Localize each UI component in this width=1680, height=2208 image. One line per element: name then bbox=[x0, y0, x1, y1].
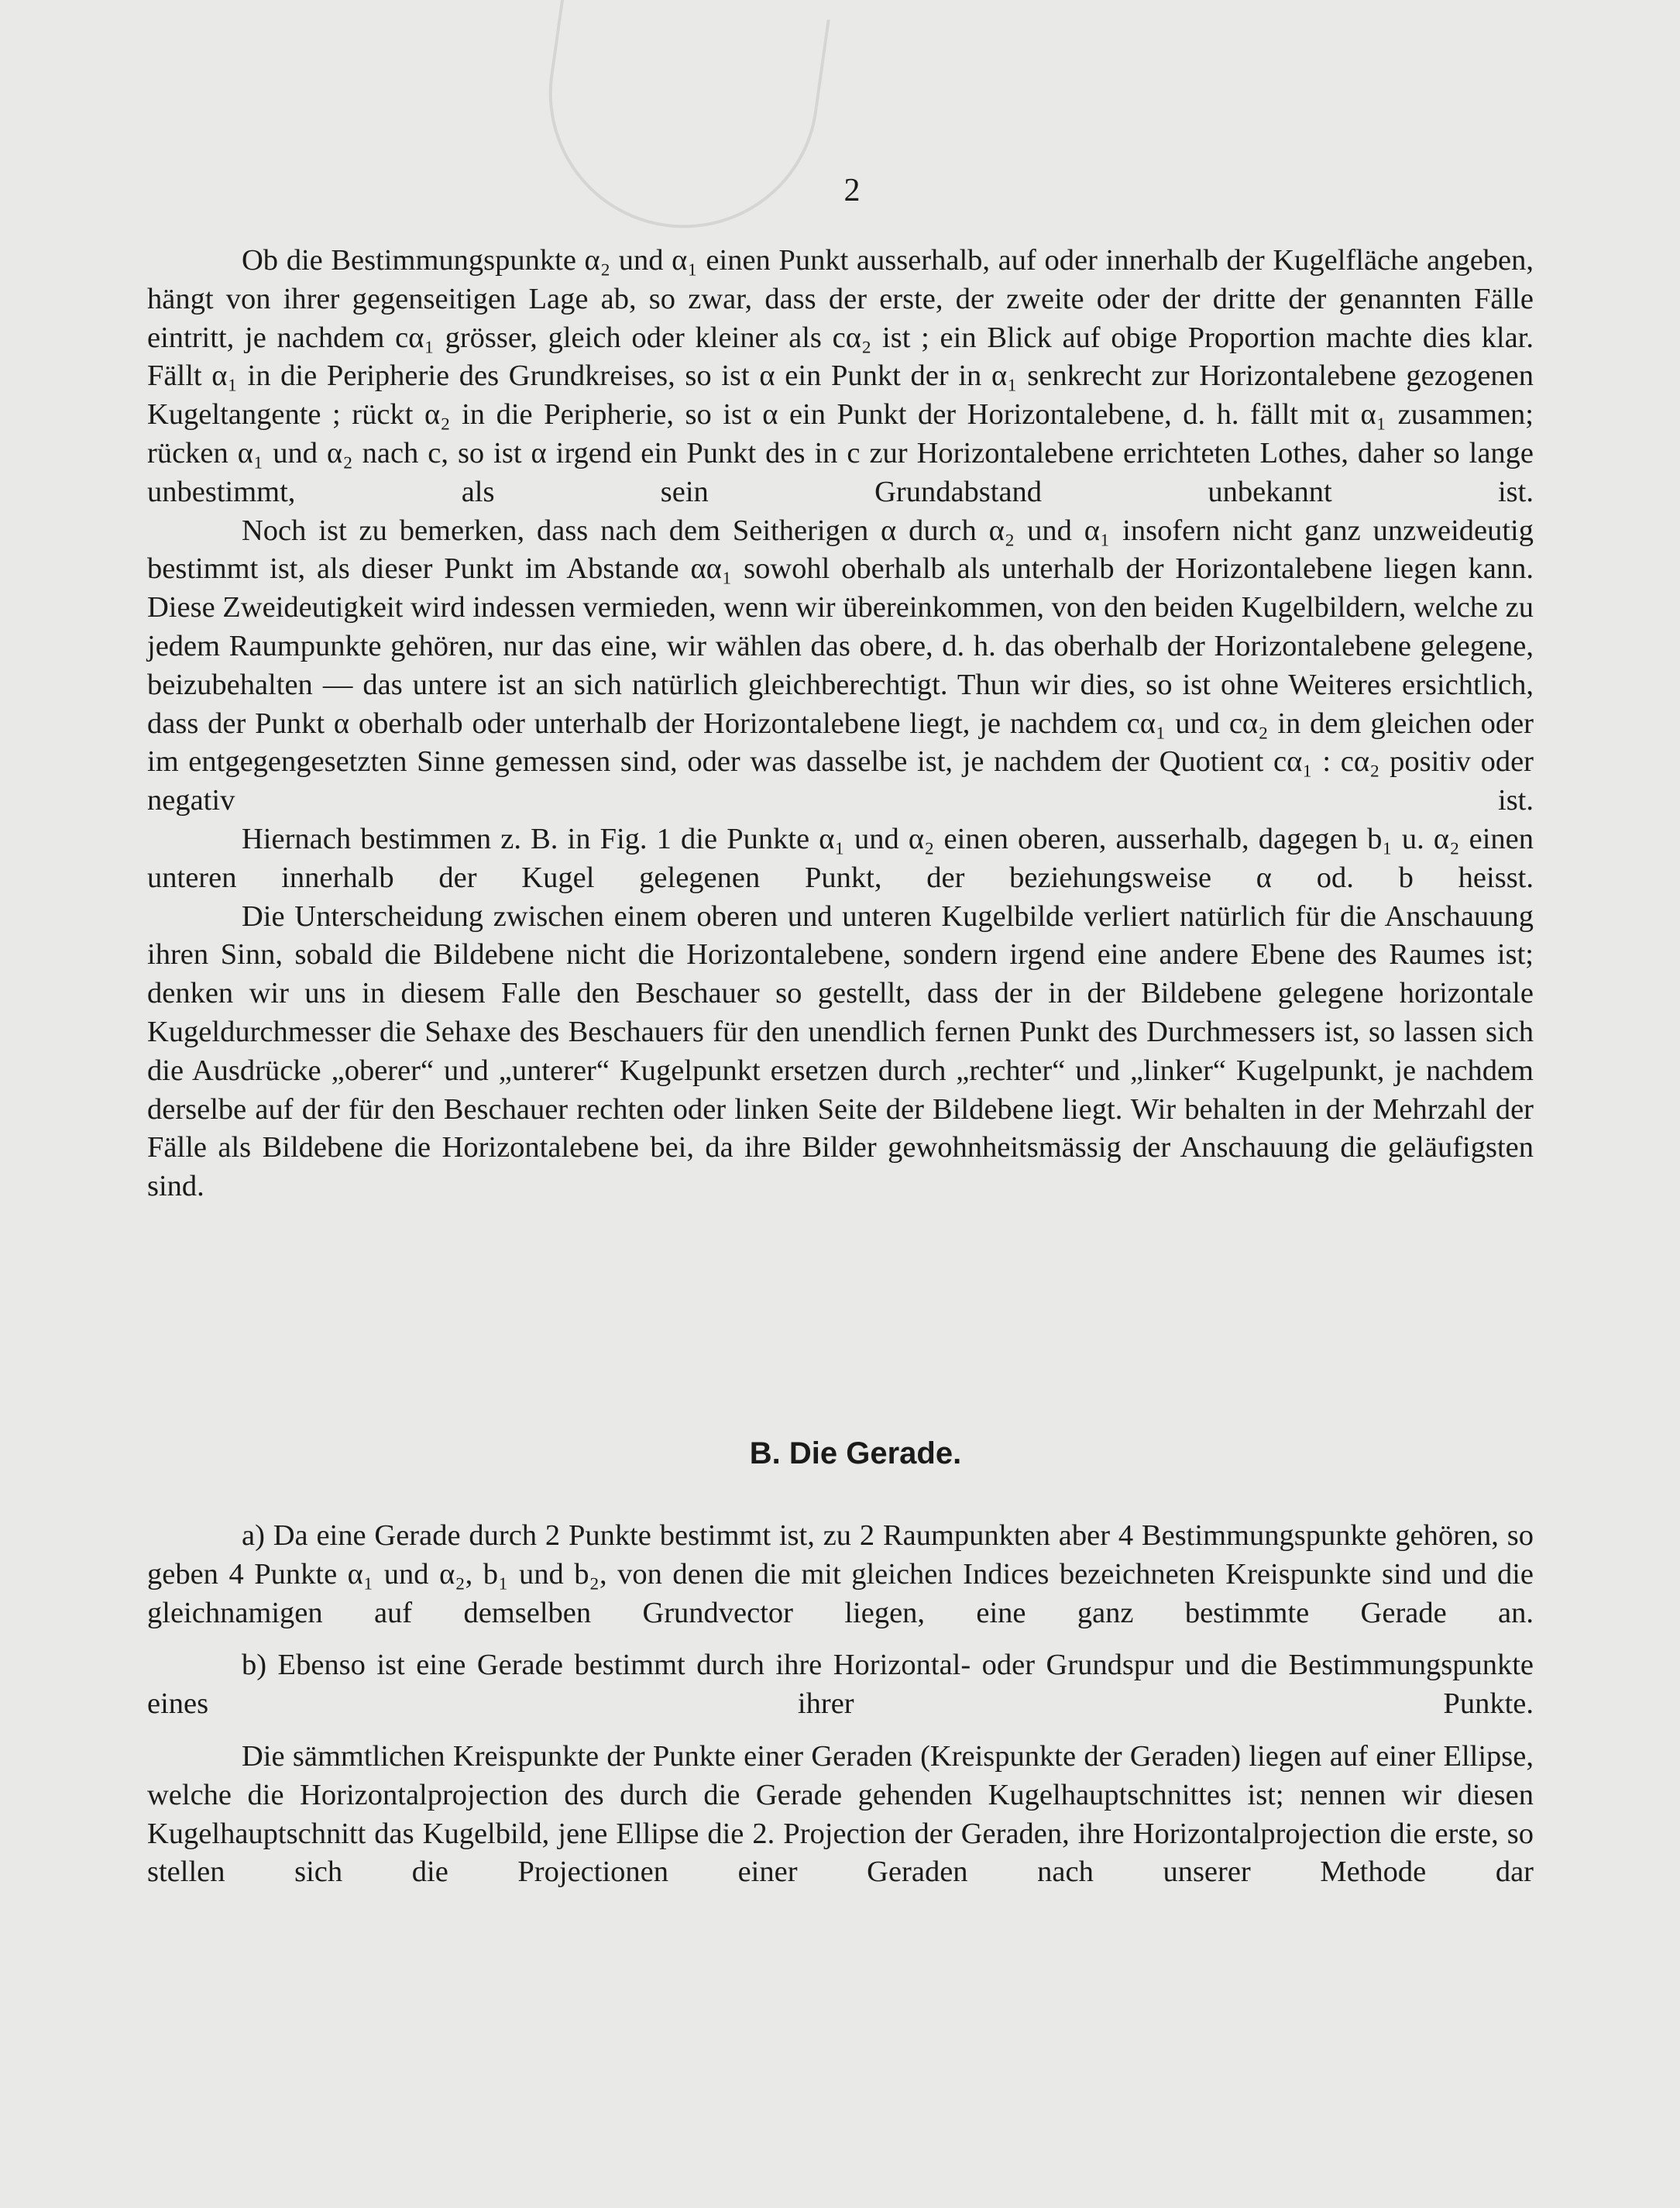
paragraph-4: Die Unterscheidung zwischen einem oberen und unteren Kugelbilde verliert natürlich für die Anschauung ihren Sinn, sobald die Bildebene nicht die Horizontalebene, sondern irgend eine andere Ebene des Raumes ist; denken wir uns in diesem Falle den Beschauer so gestellt, dass der in der Bildebene gelegene horizontale Kugeldurchmesser die Sehaxe des Beschauers für den unendlich fernen Punkt des Durchmessers ist, so lassen sich die Ausdrücke „oberer“ und „unterer“ Kugelpunkt ersetzen durch „rechter“ und „linker“ Kugelpunkt, je nachdem derselbe auf der für den Beschauer rechten oder linken Seite der Bildebene liegt. Wir behalten in der Mehrzahl der Fälle als Bildebene die Horizontalebene bei, da ihre Bilder gewohnheitsmässig der Anschauung die geläufigsten sind. bbox=[147, 899, 1534, 1203]
section-1-text bbox=[147, 242, 1534, 1206]
paragraph-ellipse: Die sämmtlichen Kreispunkte der Punkte einer Geraden (Kreispunkte der Geraden) liegen auf einer Ellipse, welche die Horizontalprojection des durch die Gerade gehenden Kugelhauptschnittes ist; nennen wir diesen Kugelhauptschnitt das Kugelbild, jene Ellipse die 2. Projection der Geraden, ihre Horizontalprojection die erste, so stellen sich die Projectionen einer Geraden nach unserer Methode dar bbox=[147, 1739, 1534, 1889]
paragraph-1: Ob die Bestimmungspunkte α₂ und α₁ einen Punkt ausserhalb, auf oder innerhalb der Kugelfläche angeben, hängt von ihrer gegenseitigen Lage ab, so zwar, dass der erste, der zweite oder der dritte der genannten Fälle eintritt, je nachdem cα₁ grösser, gleich oder kleiner als cα₂ ist ; ein Blick auf obige Proportion machte dies klar. Fällt α₁ in die Peripherie des Grundkreises, so ist α ein Punkt der in α₁ senkrecht zur Horizontalebene gezogenen Kugeltangente ; rückt α₂ in die Peripherie, so ist α ein Punkt der Horizontalebene, d. h. fällt mit α₁ zusammen; rücken α₁ und α₂ nach c, so ist α irgend ein Punkt des in c zur Horizontalebene errichteten Lothes, daher so lange unbestimmt, als sein Grundabstand unbekannt ist. bbox=[147, 244, 1534, 508]
paragraph-a: a) Da eine Gerade durch 2 Punkte bestimmt ist, zu 2 Raumpunkten aber 4 Bestimmungspunkte gehören, so geben 4 Punkte α₁ und α₂, b₁ und b₂, von denen die mit gleichen Indices bezeichneten Kreispunkte sind und die gleichnamigen auf demselben Grundvector liegen, eine ganz bestimmte Gerade an. bbox=[147, 1519, 1534, 1629]
paragraph-2: Noch ist zu bemerken, dass nach dem Seitherigen α durch α₂ und α₁ insofern nicht ganz unzweideutig bestimmt ist, als dieser Punkt im Abstande αα₁ sowohl oberhalb als unterhalb der Horizontalebene liegen kann. Diese Zweideutigkeit wird indessen vermieden, wenn wir übereinkommen, von den beiden Kugelbildern, welche zu jedem Raumpunkte gehören, nur das eine, wir wählen das obere, d. h. das oberhalb der Horizontalebene gelegene, beizubehalten — das untere ist an sich natürlich gleichberechtigt. Thun wir dies, so ist ohne Weiteres ersichtlich, dass der Punkt α oberhalb oder unterhalb der Horizontalebene liegt, je nachdem cα₁ und cα₂ in dem gleichen oder im entgegengesetzten Sinne gemessen sind, oder was dasselbe ist, je nachdem der Quotient cα₁ : cα₂ positiv oder negativ ist. bbox=[147, 514, 1534, 817]
section-2-text bbox=[147, 1517, 1534, 1906]
library-stamp-faint bbox=[531, 0, 830, 246]
page-number: 2 bbox=[843, 173, 861, 208]
section-heading: B. Die Gerade. bbox=[749, 1436, 962, 1470]
paragraph-3: Hiernach bestimmen z. B. in Fig. 1 die Punkte α₁ und α₂ einen oberen, ausserhalb, dagegen b₁ u. α₂ einen unteren innerhalb der Kugel gelegenen Punkt, der beziehungsweise α od. b heisst. bbox=[147, 822, 1534, 894]
paragraph-b: b) Ebenso ist eine Gerade bestimmt durch ihre Horizontal- oder Grundspur und die Bestimmungspunkte eines ihrer Punkte. bbox=[147, 1649, 1534, 1721]
